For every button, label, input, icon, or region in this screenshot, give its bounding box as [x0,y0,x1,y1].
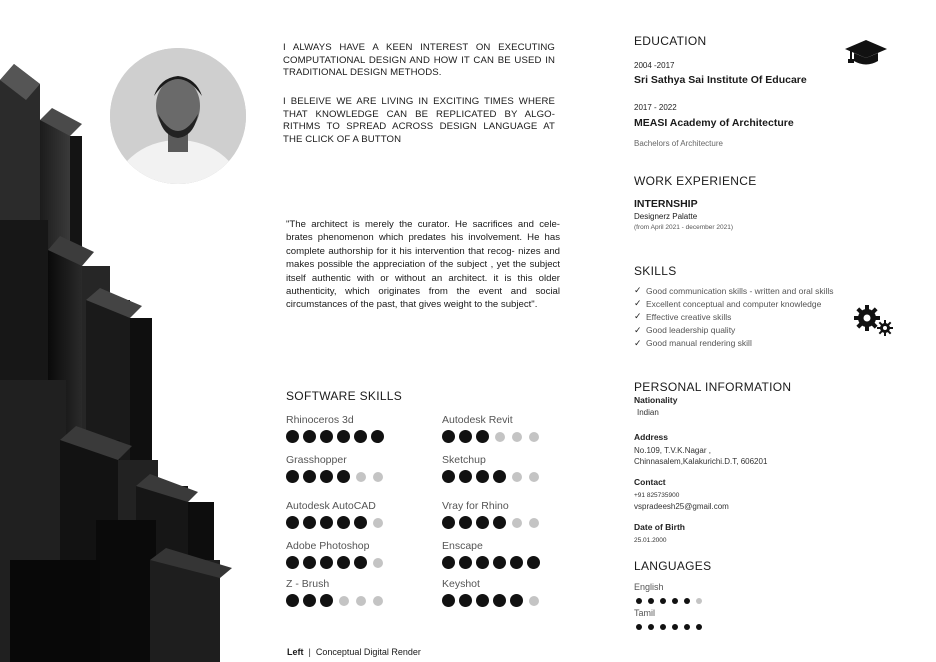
skill-item [634,337,834,350]
software-skill-name: Vray for Rhino [442,500,509,512]
rating-dot-filled [476,516,489,529]
software-skill-item [286,414,384,443]
architect-quote: "The architect is merely the curator. He sacrifices and cele- brates phenomenon which predates his involvement. He has complete authorship for it his intervention that recog- nizes and makes possible the appreciation of the subject , yet the subject itself authentic with or without an architect. it is this older authenticity, which originates from the event and social circumstances of the past, that gives weight to the subject". [286,219,560,311]
rating-dot-filled [354,516,367,529]
language-dot-filled [660,598,666,604]
rating-dot-empty [373,558,383,568]
software-skill-name: Autodesk AutoCAD [286,500,376,512]
language-dot-filled [636,624,642,630]
dob-value: 25.01.2000 [634,537,667,544]
software-skill-name: Enscape [442,540,483,552]
rating-dot-filled [442,516,455,529]
rating-dot-empty [356,596,366,606]
graduation-cap-icon [845,40,887,66]
education-degree-2: Bachelors of Architecture [634,139,723,148]
language-dot-filled [672,598,678,604]
checkmark-icon: ✓ [634,311,642,322]
intro-paragraph-2: I BELEIVE WE ARE LIVING IN EXCITING TIMES WHERE THAT KNOWLEDGE CAN BE REPLICATED BY ALGO- RITHMS TO SPREAD ACROSS DESIGN LANGUAGE AT THE CLICK OF A BUTTON [283,96,555,145]
work-organization: Designerz Palatte [634,212,698,221]
language-name-english: English [634,582,664,592]
rating-dot-filled [337,470,350,483]
rating-dot-empty [373,472,383,482]
rating-dot-empty [529,596,539,606]
nationality-label: Nationality [634,395,678,405]
skill-item [634,284,834,297]
rating-dot-filled [303,556,316,569]
checkmark-icon: ✓ [634,324,642,335]
rating-dot-empty [373,518,383,528]
gears-icon [853,304,895,338]
language-dot-filled [648,598,654,604]
rating-dot-filled [320,430,333,443]
work-dates: (from April 2021 - december 2021) [634,224,733,231]
address-line-2: Chinnasalem,Kalakurichi.D.T, 606201 [634,457,768,466]
education-institute-2: MEASI Academy of Architecture [634,117,794,129]
rating-dot-filled [320,556,333,569]
software-skill-item [286,540,384,569]
software-skill-name: Rhinoceros 3d [286,414,354,426]
language-dot-filled [696,624,702,630]
language-level-tamil [636,624,702,630]
rating-dot-filled [459,516,472,529]
education-period-1: 2004 -2017 [634,61,675,70]
rating-dot-filled [459,430,472,443]
rating-dot-filled [442,556,455,569]
rating-dot-filled [303,430,316,443]
rating-dot-filled [527,556,540,569]
skills-list [634,284,834,350]
language-dot-filled [684,598,690,604]
rating-dot-filled [510,556,523,569]
software-skill-name: Autodesk Revit [442,414,513,426]
software-skill-rating [442,594,540,607]
checkmark-icon: ✓ [634,298,642,309]
software-skills-title: SOFTWARE SKILLS [286,389,403,403]
education-institute-1: Sri Sathya Sai Institute Of Educare [634,74,807,86]
rating-dot-filled [303,470,316,483]
rating-dot-empty [529,472,539,482]
language-dot-filled [684,624,690,630]
rating-dot-empty [512,472,522,482]
software-skill-item [286,500,384,529]
software-skill-rating [286,430,384,443]
language-dot-filled [636,598,642,604]
rating-dot-filled [442,430,455,443]
software-skill-name: Sketchup [442,454,486,466]
rating-dot-filled [286,470,299,483]
caption-separator: | [308,647,311,657]
checkmark-icon: ✓ [634,337,642,348]
software-skill-item [442,454,540,483]
software-skill-rating [442,470,540,483]
rating-dot-filled [337,430,350,443]
skill-text: Good manual rendering skill [646,338,752,349]
rating-dot-filled [476,594,489,607]
rating-dot-empty [512,518,522,528]
rating-dot-filled [354,430,367,443]
software-skill-name: Adobe Photoshop [286,540,370,552]
rating-dot-filled [476,430,489,443]
software-skill-item [442,414,540,443]
rating-dot-filled [320,470,333,483]
language-dot-filled [660,624,666,630]
software-skill-rating [442,556,540,569]
skills-title: SKILLS [634,264,677,278]
software-skill-rating [442,516,540,529]
email-value: vspradeesh25@gmail.com [634,502,729,511]
language-dot-filled [672,624,678,630]
software-skill-rating [442,430,540,443]
rating-dot-filled [303,594,316,607]
rating-dot-empty [529,518,539,528]
rating-dot-filled [442,470,455,483]
rating-dot-filled [337,516,350,529]
nationality-value: Indian [637,408,659,417]
personal-info-title: PERSONAL INFORMATION [634,380,792,394]
skill-item [634,324,834,337]
rating-dot-empty [339,596,349,606]
rating-dot-filled [320,516,333,529]
rating-dot-filled [493,516,506,529]
language-dot-filled [648,624,654,630]
rating-dot-filled [476,470,489,483]
education-title: EDUCATION [634,34,707,48]
rating-dot-filled [354,556,367,569]
address-label: Address [634,432,669,442]
rating-dot-filled [459,470,472,483]
rating-dot-filled [493,594,506,607]
software-skill-rating [286,594,384,607]
software-skill-rating [286,516,384,529]
software-skill-item [286,578,384,607]
language-dot-empty [696,598,702,604]
rating-dot-filled [476,556,489,569]
rating-dot-empty [495,432,505,442]
skill-text: Good communication skills - written and oral skills [646,285,834,296]
work-role: INTERNSHIP [634,198,698,210]
software-skill-name: Grasshopper [286,454,347,466]
rating-dot-empty [529,432,539,442]
language-level-english [636,598,702,604]
languages-title: LANGUAGES [634,559,712,573]
language-name-tamil: Tamil [634,608,656,618]
rating-dot-filled [493,556,506,569]
render-caption [287,647,421,657]
rating-dot-filled [442,594,455,607]
software-skill-item [286,454,384,483]
education-period-2: 2017 - 2022 [634,103,677,112]
work-experience-title: WORK EXPERIENCE [634,174,757,188]
skill-text: Effective creative skills [646,311,732,322]
rating-dot-filled [320,594,333,607]
software-skill-name: Z - Brush [286,578,330,590]
software-skill-rating [286,470,384,483]
address-line-1: No.109, T.V.K.Nagar , [634,446,711,455]
rating-dot-empty [512,432,522,442]
skill-item [634,297,834,310]
avatar [110,48,246,184]
checkmark-icon: ✓ [634,285,642,296]
rating-dot-filled [286,516,299,529]
software-skill-item [442,500,540,529]
skill-item [634,310,834,323]
caption-bold: Left [287,647,304,657]
contact-label: Contact [634,477,666,487]
rating-dot-filled [510,594,523,607]
rating-dot-filled [459,556,472,569]
software-skill-item [442,578,540,607]
rating-dot-filled [371,430,384,443]
software-skill-name: Keyshot [442,578,480,590]
rating-dot-filled [286,556,299,569]
rating-dot-empty [373,596,383,606]
software-skill-rating [286,556,384,569]
skill-text: Excellent conceptual and computer knowledge [646,298,822,309]
phone-value: +91 825735900 [634,492,680,499]
rating-dot-empty [356,472,366,482]
software-skill-item [442,540,540,569]
rating-dot-filled [493,470,506,483]
intro-paragraph-1: I ALWAYS HAVE A KEEN INTEREST ON EXECUTING COMPUTATIONAL DESIGN AND HOW IT CAN BE USED IN TRADITIONAL DESIGN METHODS. [283,42,555,78]
skill-text: Good leadership quality [646,325,736,336]
dob-label: Date of Birth [634,522,685,532]
rating-dot-filled [303,516,316,529]
rating-dot-filled [459,594,472,607]
rating-dot-filled [337,556,350,569]
rating-dot-filled [286,430,299,443]
caption-text: Conceptual Digital Render [315,647,421,657]
rating-dot-filled [286,594,299,607]
